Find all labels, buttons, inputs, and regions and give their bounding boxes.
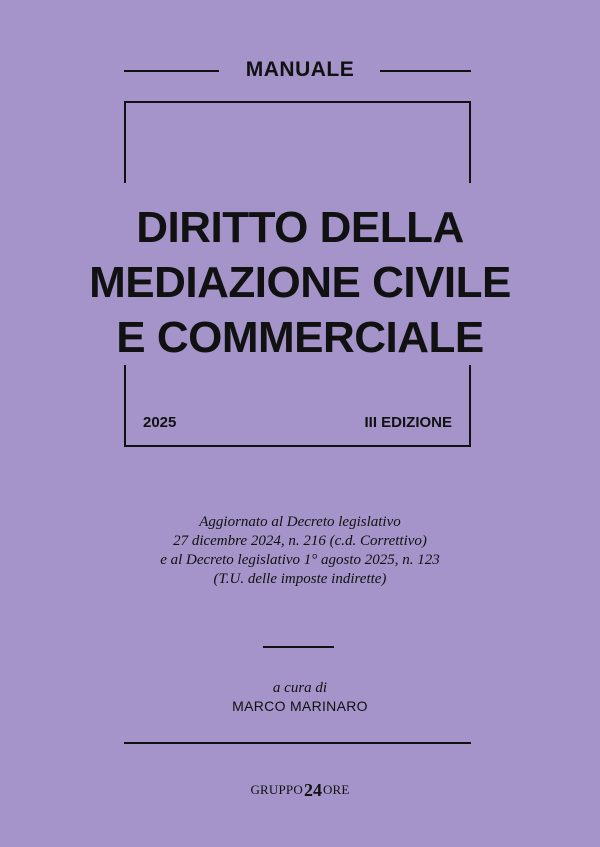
curator-name: MARCO MARINARO (232, 698, 368, 714)
bottom-rule (124, 742, 471, 744)
subtitle-line-4: (T.U. delle imposte indirette) (213, 571, 387, 587)
publication-year: 2025 (143, 414, 177, 431)
bracket-bottom-left-vertical (124, 365, 126, 447)
subtitle-line-3: e al Decreto legislativo 1° agosto 2025, n. 123 (160, 552, 440, 568)
bracket-top-right-vertical (469, 101, 471, 183)
series-label: MANUALE (245, 58, 355, 81)
publisher-logo-24: 24 (303, 780, 322, 800)
subtitle-line-1: Aggiornato al Decreto legislativo (199, 514, 401, 530)
curator-prefix: a cura di (272, 680, 328, 696)
publisher-logo-part3: ORE (322, 782, 350, 797)
edition-label: III EDIZIONE (364, 414, 452, 431)
subtitle (0, 513, 600, 589)
subtitle-line-2: 27 dicembre 2024, n. 216 (c.d. Correttivo) (173, 533, 427, 549)
center-divider (263, 646, 334, 648)
publisher-logo (0, 780, 600, 801)
bracket-bottom-horizontal (124, 445, 471, 447)
bracket-bottom-right-vertical (469, 365, 471, 447)
publisher-logo-part1: GRUPPO (250, 782, 303, 797)
title-line-3: E COMMERCIALE (116, 313, 484, 362)
bracket-top-left-vertical (124, 101, 126, 183)
title-line-1: DIRITTO DELLA (136, 203, 464, 252)
title-line-2: MEDIAZIONE CIVILE (89, 258, 511, 307)
top-rule-right (380, 70, 471, 72)
bracket-top-horizontal (124, 101, 471, 103)
book-title (0, 200, 600, 365)
